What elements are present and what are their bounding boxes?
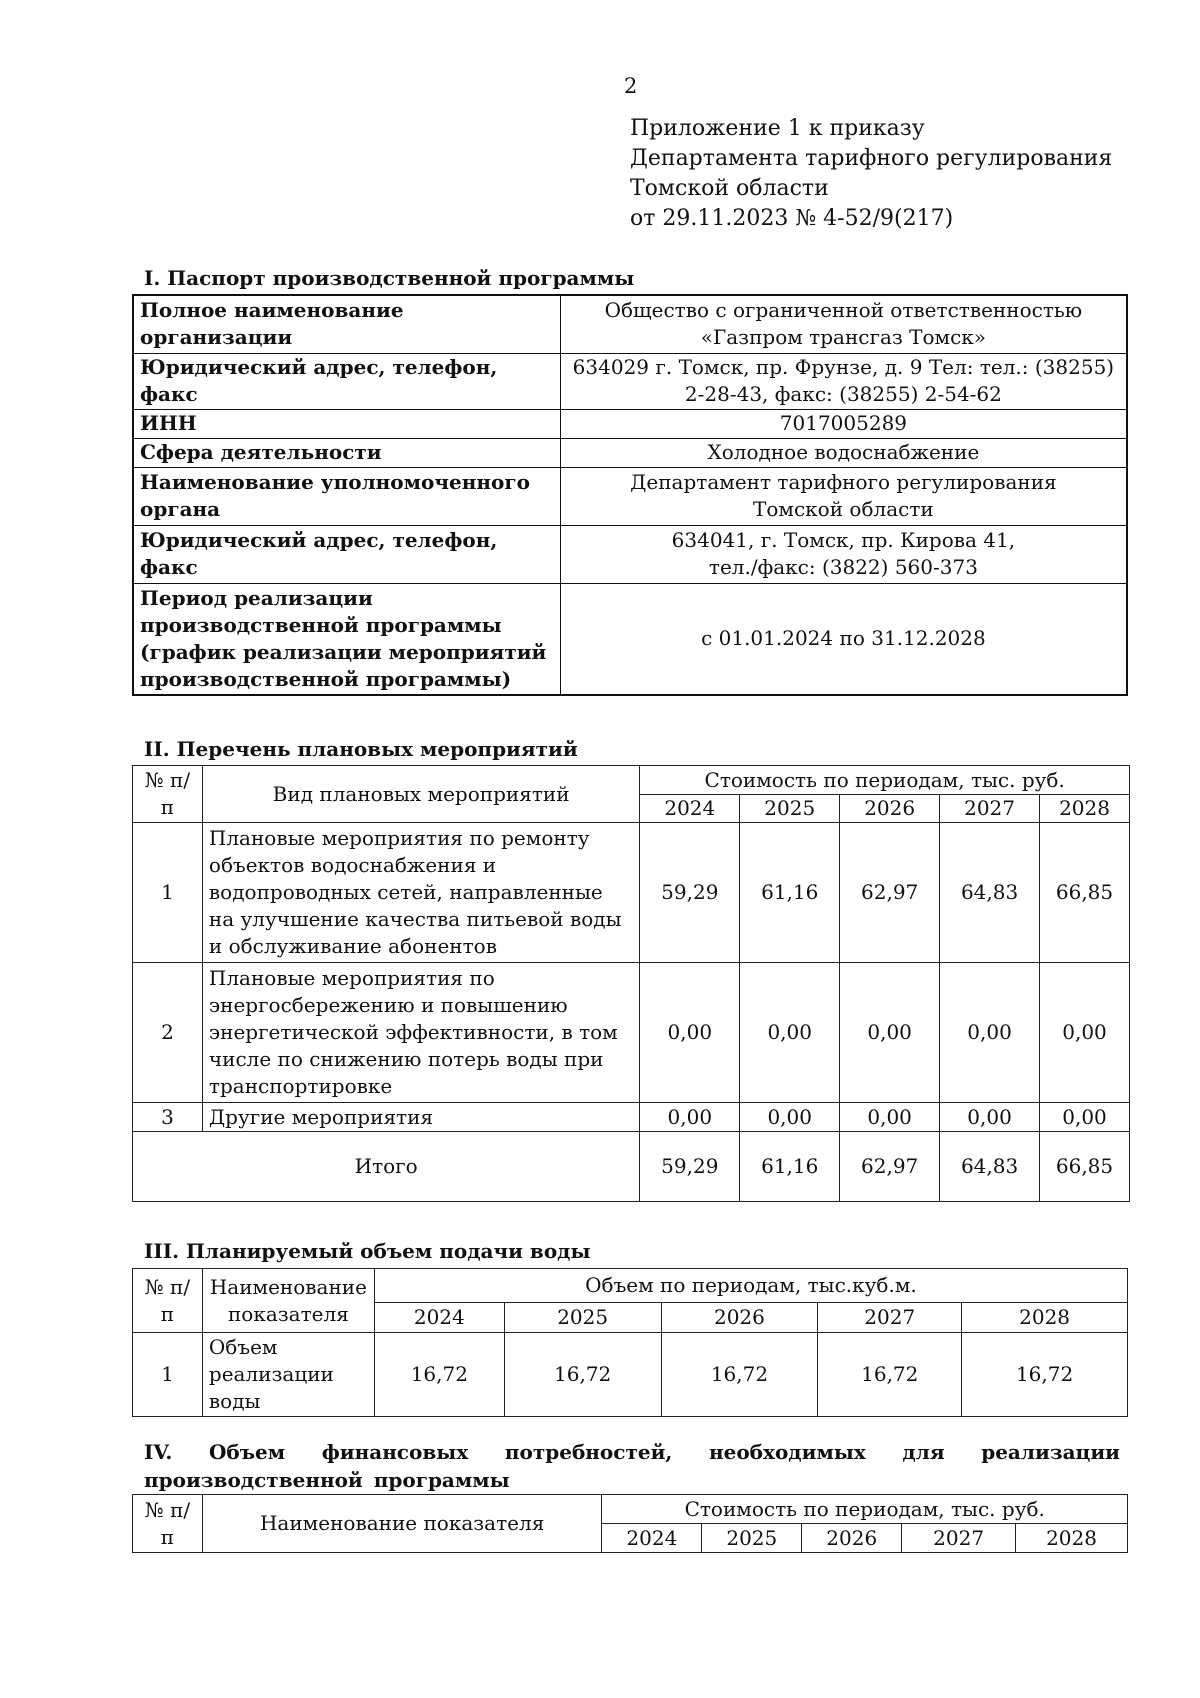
row-number: 1 — [133, 1333, 203, 1417]
table-row — [133, 467, 1127, 525]
year-header: 2025 — [504, 1303, 661, 1333]
value-line: Департамент тарифного регулирования — [630, 470, 1057, 494]
water-volume-table — [132, 1268, 1128, 1417]
value-line: тел./факс: (3822) 560-373 — [708, 555, 978, 579]
year-header: 2028 — [1040, 795, 1130, 823]
col-name-header: Наименование показателя — [202, 1269, 374, 1333]
year-header: 2027 — [902, 1524, 1016, 1553]
cell-value: 0,00 — [940, 1103, 1040, 1132]
section-4-title: IV. Объем финансовых потребностей, необходимых для реализации производственной программы — [144, 1440, 1120, 1492]
cell-value: 0,00 — [740, 963, 840, 1103]
cell-value: 16,72 — [661, 1333, 818, 1417]
row-number: 1 — [133, 823, 203, 963]
year-header: 2024 — [374, 1303, 504, 1333]
cell-value: 0,00 — [940, 963, 1040, 1103]
total-value: 64,83 — [940, 1132, 1040, 1202]
table-row — [133, 1333, 1128, 1417]
cell-value: 0,00 — [1040, 1103, 1130, 1132]
table-row — [133, 583, 1127, 695]
value-line: Томской области — [753, 497, 934, 521]
year-header: 2026 — [661, 1303, 818, 1333]
year-header: 2028 — [962, 1303, 1128, 1333]
total-value: 62,97 — [840, 1132, 940, 1202]
row-name: Плановые мероприятия по энергосбережению и повышению энергетической эффективности, в том числе по снижению потерь воды при транспортировке — [202, 963, 639, 1103]
row-label: Полное наименование организации — [133, 295, 560, 353]
cell-value: 64,83 — [940, 823, 1040, 963]
appendix-line: от 29.11.2023 № 4-52/9(217) — [630, 206, 954, 231]
col-name-header: Вид плановых мероприятий — [202, 766, 639, 823]
col-number-header: № п/п — [133, 1269, 203, 1333]
table-header-row — [133, 1495, 1128, 1524]
row-label: Юридический адрес, телефон, факс — [133, 525, 560, 583]
cell-value: 16,72 — [504, 1333, 661, 1417]
cell-value: 66,85 — [1040, 823, 1130, 963]
table-row — [133, 1103, 1130, 1132]
cell-value: 0,00 — [840, 1103, 940, 1132]
table-row — [133, 525, 1127, 583]
col-number-header: № п/п — [133, 1495, 203, 1553]
year-header: 2024 — [640, 795, 740, 823]
total-value: 61,16 — [740, 1132, 840, 1202]
cell-value: 0,00 — [640, 963, 740, 1103]
total-value: 59,29 — [640, 1132, 740, 1202]
total-value: 66,85 — [1040, 1132, 1130, 1202]
table-row — [133, 409, 1127, 438]
cell-value: 62,97 — [840, 823, 940, 963]
table-row — [133, 823, 1130, 963]
section-3-title: III. Планируемый объем подачи воды — [144, 1239, 591, 1263]
appendix-line: Томской области — [630, 176, 829, 201]
row-value — [560, 525, 1127, 583]
row-value: с 01.01.2024 по 31.12.2028 — [560, 583, 1127, 695]
table-header-row — [133, 1269, 1128, 1303]
financial-needs-table — [132, 1494, 1128, 1553]
col-cost-header: Стоимость по периодам, тыс. руб. — [602, 1495, 1128, 1524]
appendix-line: Департамента тарифного регулирования — [630, 146, 1113, 171]
value-line: «Газпром трансгаз Томск» — [700, 325, 987, 350]
cell-value: 16,72 — [962, 1333, 1128, 1417]
cell-value: 16,72 — [818, 1333, 962, 1417]
row-name: Плановые мероприятия по ремонту объектов водоснабжения и водопроводных сетей, направленные на улучшение качества питьевой воды и обслуживание абонентов — [202, 823, 639, 963]
year-header: 2027 — [940, 795, 1040, 823]
table-row — [133, 353, 1127, 409]
year-header: 2025 — [740, 795, 840, 823]
table-row — [133, 963, 1130, 1103]
row-value — [560, 353, 1127, 409]
year-header: 2026 — [840, 795, 940, 823]
value-line: 2-28-43, факс: (38255) 2-54-62 — [684, 382, 1002, 406]
table-row — [133, 295, 1127, 353]
row-value — [560, 295, 1127, 353]
table-header-row — [133, 766, 1130, 795]
total-row — [133, 1132, 1130, 1202]
total-label: Итого — [133, 1132, 640, 1202]
section-1-title: I. Паспорт производственной программы — [144, 266, 635, 290]
row-label: ИНН — [133, 409, 560, 438]
row-name: Другие мероприятия — [202, 1103, 639, 1132]
page-number: 2 — [624, 74, 638, 98]
section-2-title: II. Перечень плановых мероприятий — [144, 737, 578, 761]
measures-table — [132, 765, 1130, 1202]
col-cost-header: Стоимость по периодам, тыс. руб. — [640, 766, 1130, 795]
cell-value: 0,00 — [1040, 963, 1130, 1103]
value-line: Общество с ограниченной ответственностью — [604, 298, 1083, 323]
value-line: 634041, г. Томск, пр. Кирова 41, — [671, 528, 1016, 552]
year-header: 2027 — [818, 1303, 962, 1333]
row-number: 2 — [133, 963, 203, 1103]
year-header: 2024 — [602, 1524, 702, 1553]
col-volume-header: Объем по периодам, тыс.куб.м. — [374, 1269, 1127, 1303]
row-value: Холодное водоснабжение — [560, 438, 1127, 467]
col-name-header: Наименование показателя — [202, 1495, 602, 1553]
cell-value: 16,72 — [374, 1333, 504, 1417]
row-number: 3 — [133, 1103, 203, 1132]
cell-value: 0,00 — [640, 1103, 740, 1132]
appendix-header — [630, 114, 1112, 234]
year-header: 2026 — [802, 1524, 902, 1553]
col-number-header: № п/п — [133, 766, 203, 823]
cell-value: 0,00 — [840, 963, 940, 1103]
row-label: Юридический адрес, телефон, факс — [133, 353, 560, 409]
year-header: 2028 — [1016, 1524, 1128, 1553]
cell-value: 59,29 — [640, 823, 740, 963]
row-name: Объем реализации воды — [202, 1333, 374, 1417]
row-label: Период реализации производственной программы (график реализации мероприятий производственной программы) — [133, 583, 560, 695]
cell-value: 0,00 — [740, 1103, 840, 1132]
appendix-line: Приложение 1 к приказу — [630, 116, 925, 141]
table-row — [133, 438, 1127, 467]
passport-table — [132, 294, 1128, 696]
row-label: Наименование уполномоченного органа — [133, 467, 560, 525]
row-label: Сфера деятельности — [133, 438, 560, 467]
year-header: 2025 — [702, 1524, 802, 1553]
value-line: 634029 г. Томск, пр. Фрунзе, д. 9 Тел: тел.: (38255) — [572, 355, 1115, 379]
cell-value: 61,16 — [740, 823, 840, 963]
row-value — [560, 467, 1127, 525]
row-value: 7017005289 — [560, 409, 1127, 438]
